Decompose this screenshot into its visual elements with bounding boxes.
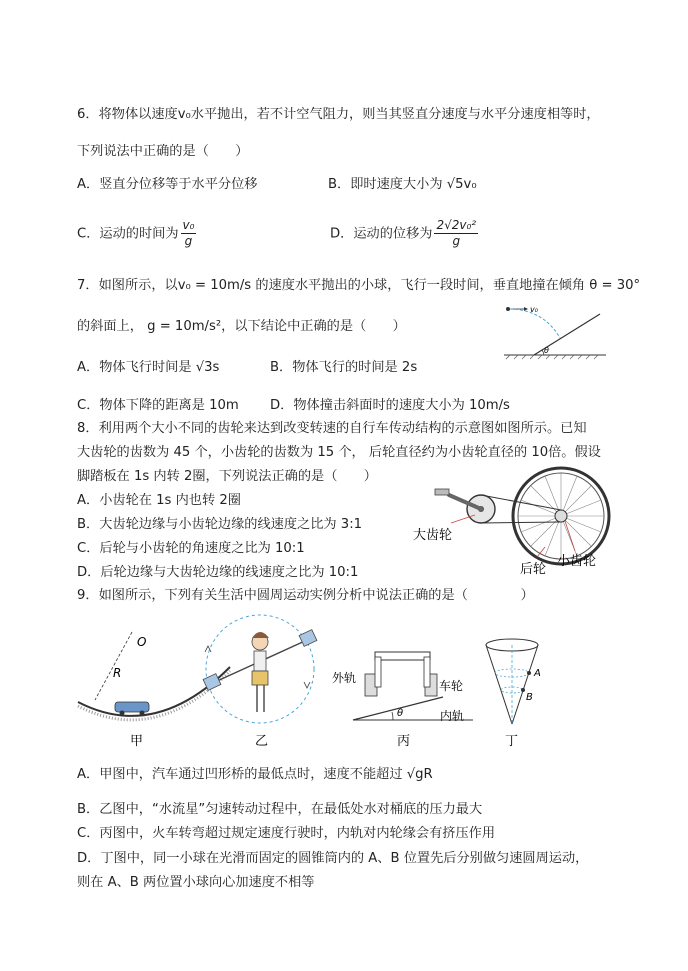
- car-wheel-icon: [140, 711, 145, 716]
- label-theta: θ: [397, 708, 404, 719]
- small-gear-pointer: [565, 521, 575, 551]
- wheel-left-icon: [375, 657, 381, 687]
- q9-option-c: C．丙图中，火车转弯超过规定速度行驶时，内轨对内轮缘会有挤压作用: [77, 826, 496, 841]
- q7-theta-label: θ: [544, 346, 549, 355]
- q7-option-b: B．物体飞行的时间是 2s: [270, 360, 418, 375]
- q6-option-c-denominator: g: [184, 234, 193, 248]
- q6-option-c-numerator: v₀: [182, 218, 195, 232]
- small-gear-icon: [555, 510, 567, 522]
- angle-arc: [392, 712, 393, 720]
- q7-option-d: D．物体撞击斜面时的速度大小为 10m/s: [270, 398, 510, 413]
- wheel-right-icon: [424, 657, 430, 687]
- q6-stem-line1: 6．将物体以速度v₀水平抛出，若不计空气阻力，则当其竖直分速度与水平分速度相等时，: [77, 107, 600, 122]
- axle-icon: [375, 652, 430, 660]
- person-skirt-icon: [252, 671, 268, 685]
- label-bing: 丙: [397, 734, 411, 749]
- label-wheel: 车轮: [439, 679, 464, 693]
- q6-option-d-text: D．运动的位移为: [330, 226, 433, 242]
- label-A: A: [534, 668, 541, 679]
- q9-option-a: A．甲图中，汽车通过凹形桥的最低点时，速度不能超过 √gR: [77, 767, 433, 782]
- chain-bottom: [481, 522, 561, 523]
- figure-bing: [332, 652, 473, 749]
- cone-edge-left: [486, 645, 512, 724]
- q8-bicycle-figure: [405, 465, 620, 577]
- q7-option-c: C．物体下降的距离是 10m: [77, 398, 239, 413]
- cone-edge-right: [512, 645, 538, 724]
- q9-stem: 9．如图所示，下列有关生活中圆周运动实例分析中说法正确的是（ ）: [77, 588, 534, 603]
- q7-figure: [494, 300, 614, 360]
- figure-ding: [486, 639, 541, 749]
- figure-yi: [203, 615, 317, 749]
- label-B: B: [526, 692, 533, 703]
- big-gear-label: 大齿轮: [413, 528, 453, 543]
- rear-wheel-label: 后轮: [520, 562, 547, 577]
- q6-option-d-fraction: [434, 218, 478, 249]
- label-inner-rail: 内轨: [440, 709, 465, 723]
- q8-option-a: A．小齿轮在 1s 内也转 2圈: [77, 493, 241, 508]
- car-icon: [115, 702, 149, 712]
- label-O: O: [137, 635, 147, 649]
- q6-option-c-text: C．运动的时间为: [77, 226, 179, 242]
- pedal-icon: [435, 489, 449, 495]
- q8-stem-line2: 大齿轮的齿数为 45 个，小齿轮的齿数为 15 个， 后轮直径约为小齿轮直径的 10倍。假设: [77, 445, 601, 460]
- q7-option-a: A．物体飞行时间是 √3s: [77, 360, 220, 375]
- q6-option-c: [77, 218, 198, 249]
- q6-option-d-denominator: g: [452, 234, 461, 248]
- label-R: R: [113, 666, 122, 680]
- arrowhead-icon: [524, 307, 528, 311]
- figure-jia: [78, 632, 230, 749]
- ball-B-icon: [521, 688, 525, 692]
- label-outer-rail: 外轨: [332, 671, 357, 685]
- q6-option-d: [330, 218, 480, 249]
- q7-stem-line1: 7．如图所示，以v₀ = 10m/s 的速度水平抛出的小球，飞行一段时间，垂直地撞在倾角 θ = 30°: [77, 278, 641, 293]
- q9-figures: [75, 612, 635, 752]
- q6-option-c-fraction: [181, 218, 197, 249]
- q9-option-b: B．乙图中，“水流星”匀速转动过程中，在最低处水对桶底的压力最大: [77, 802, 483, 817]
- q8-option-b: B．大齿轮边缘与小齿轮边缘的线速度之比为 3:1: [77, 517, 363, 532]
- q6-stem-line2: 下列说法中正确的是（ ）: [77, 144, 249, 159]
- label-yi: 乙: [255, 734, 269, 749]
- bucket-icon: [299, 630, 317, 647]
- q6-option-b: B．即时速度大小为 √5v₀: [328, 177, 477, 192]
- q9-option-d-line2: 则在 A、B 两位置小球向心加速度不相等: [77, 875, 315, 890]
- small-gear-label: 小齿轮: [557, 554, 597, 569]
- car-wheel-icon: [120, 711, 125, 716]
- rotation-arrow-icon: [205, 646, 211, 652]
- person-body-icon: [254, 651, 266, 671]
- q8-option-c: C．后轮与小齿轮的角速度之比为 10:1: [77, 541, 305, 556]
- rotation-arrow-icon: [304, 682, 310, 688]
- q7-stem-line2: 的斜面上， g = 10m/s²，以下结论中正确的是（ ）: [77, 319, 406, 334]
- q8-stem-line1: 8．利用两个大小不同的齿轮来达到改变转速的自行车传动结构的示意图如图所示。已知: [77, 421, 587, 436]
- q8-stem-line3: 脚踏板在 1s 内转 2圈，下列说法正确的是（ ）: [77, 469, 377, 484]
- person-hair-icon: [252, 632, 269, 638]
- ball-icon: [506, 307, 510, 311]
- ground-hatching: [506, 355, 598, 359]
- q6-option-a: A．竖直分位移等于水平分位移: [77, 177, 258, 192]
- label-ding: 丁: [505, 734, 519, 749]
- ball-A-icon: [527, 671, 531, 675]
- q6-option-d-numerator: 2√2v₀²: [436, 218, 477, 232]
- label-jia: 甲: [130, 734, 144, 749]
- q7-v0-label: v₀: [530, 305, 538, 314]
- q8-option-d: D．后轮边缘与大齿轮边缘的线速度之比为 10:1: [77, 565, 359, 580]
- q9-option-d-line1: D．丁图中，同一小球在光滑而固定的圆锥筒内的 A、B 位置先后分别做匀速圆周运动，: [77, 851, 589, 866]
